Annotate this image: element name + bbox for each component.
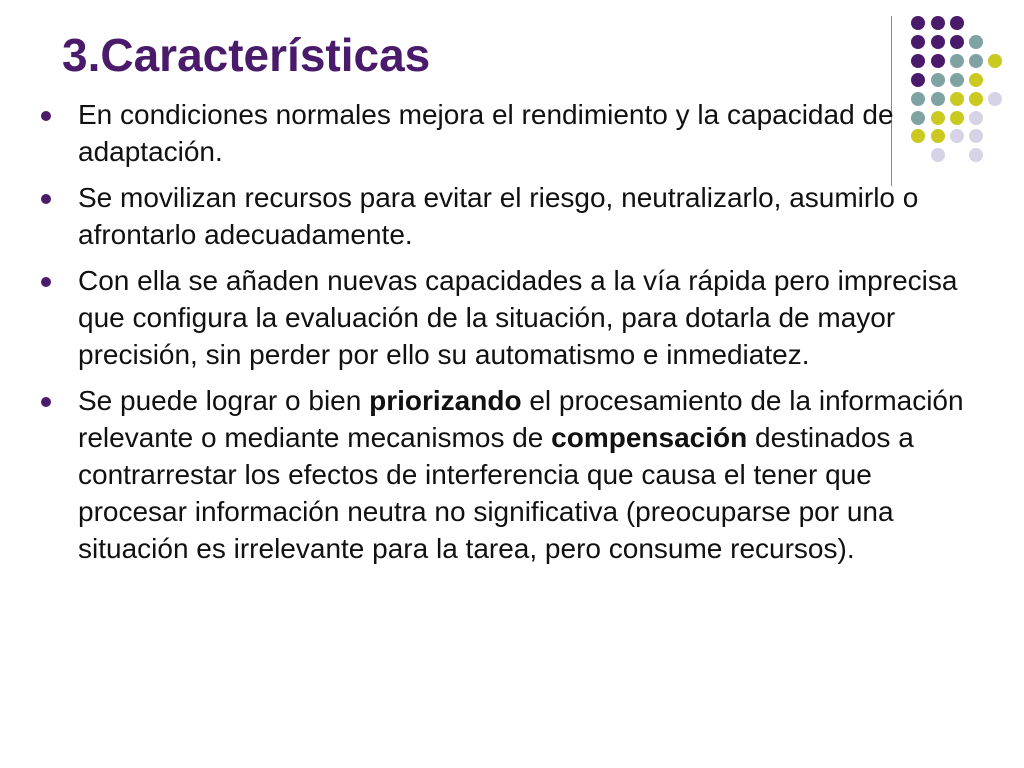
decorative-dot: [950, 35, 964, 49]
decorative-dot: [931, 73, 945, 87]
decorative-dot: [969, 129, 983, 143]
decorative-dot: [911, 73, 925, 87]
decorative-dot: [950, 54, 964, 68]
bullet-item: [40, 382, 970, 567]
bullet-text: En condiciones normales mejora el rendimiento y la capacidad de adaptación.: [78, 99, 894, 167]
decorative-dot: [969, 111, 983, 125]
decorative-dot: [950, 16, 964, 30]
bullet-dot-icon: [41, 194, 51, 204]
decorative-dot: [931, 16, 945, 30]
bullet-dot-icon: [41, 397, 51, 407]
bullet-item: [40, 179, 970, 253]
decorative-dot: [969, 73, 983, 87]
decorative-dot: [911, 54, 925, 68]
bullet-text: Con ella se añaden nuevas capacidades a la vía rápida pero imprecisa que configura la evaluación de la situación, para dotarla de mayor precisión, sin perder por ello su automatismo e inmediatez.: [78, 265, 958, 370]
decorative-dot: [931, 54, 945, 68]
decorative-dot: [969, 148, 983, 162]
bullet-text-bold: compensación: [551, 422, 748, 453]
decorative-dot: [931, 35, 945, 49]
decorative-dot: [969, 35, 983, 49]
bullet-dot-icon: [41, 277, 51, 287]
bullet-item: [40, 96, 970, 170]
decorative-dot: [950, 73, 964, 87]
decorative-dot: [988, 54, 1002, 68]
bullet-list: [40, 96, 970, 576]
bullet-dot-icon: [41, 111, 51, 121]
decorative-dot: [969, 54, 983, 68]
slide-title: 3.Características: [62, 29, 431, 81]
bullet-text-bold: priorizando: [369, 385, 522, 416]
bullet-text: Se movilizan recursos para evitar el riesgo, neutralizarlo, asumirlo o afrontarlo adecuadamente.: [78, 182, 919, 250]
decorative-dot: [911, 16, 925, 30]
decorative-dot: [969, 92, 983, 106]
decorative-dot: [911, 35, 925, 49]
bullet-text: destinados a contrarrestar los efectos de interferencia que causa el tener que procesar información neutra no significativa (preocuparse por una situación es irrelevante para la tarea, pero consume recursos).: [78, 422, 914, 564]
bullet-text: el procesamiento de la información relevante o mediante mecanismos de: [78, 385, 964, 453]
decorative-dot: [988, 92, 1002, 106]
bullet-item: [40, 262, 970, 373]
bullet-text: Se puede lograr o bien: [78, 385, 370, 416]
